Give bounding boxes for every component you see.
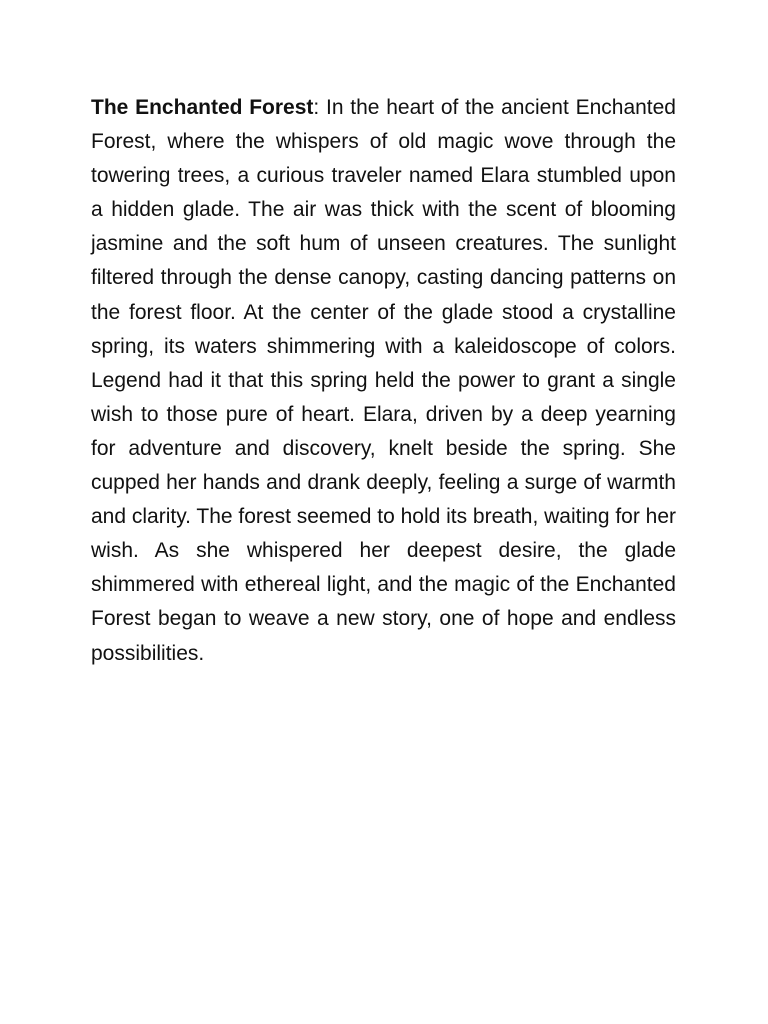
title-separator: : — [313, 96, 320, 119]
story-paragraph — [91, 91, 676, 671]
story-body: In the heart of the ancient Enchanted Forest, where the whispers of old magic wove through the towering trees, a curious traveler named Elara stumbled upon a hidden glade. The air was thick with the scent of blooming jasmine and the soft hum of unseen creatures. The sunlight filtered through the dense canopy, casting dancing patterns on the forest floor. At the center of the glade stood a crystalline spring, its waters shimmering with a kaleidoscope of colors. Legend had it that this spring held the power to grant a single wish to those pure of heart. Elara, driven by a deep yearning for adventure and discovery, knelt beside the spring. She cupped her hands and drank deeply, feeling a surge of warmth and clarity. The forest seemed to hold its breath, waiting for her wish. As she whispered her deepest desire, the glade shimmered with ethereal light, and the magic of the Enchanted Forest began to weave a new story, one of hope and endless possibilities. — [91, 96, 676, 665]
story-title: The Enchanted Forest — [91, 96, 314, 119]
